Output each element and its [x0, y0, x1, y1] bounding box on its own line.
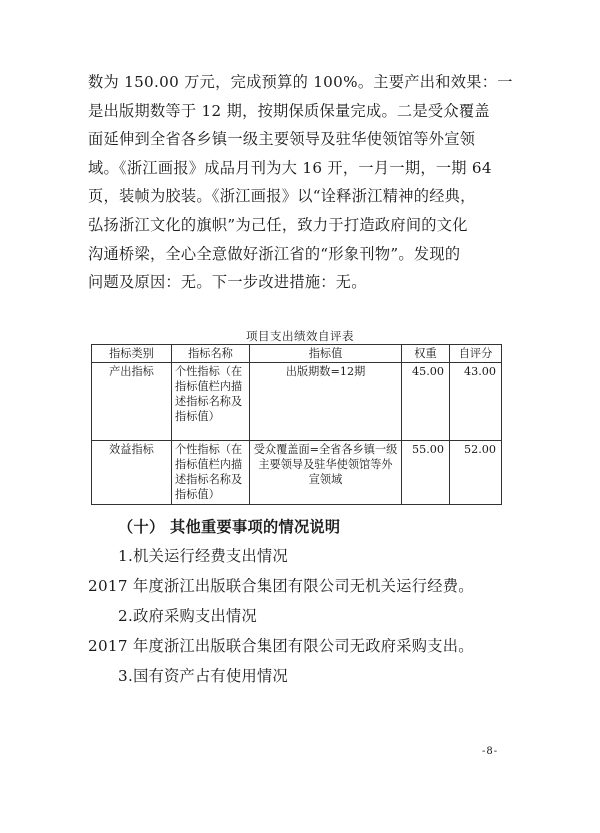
header-value: 指标值 — [250, 345, 402, 363]
cell-category: 产出指标 — [92, 363, 172, 441]
body-line: 页，装帧为胶装。《浙江画报》以“诠释浙江精神的经典， — [88, 187, 476, 206]
table-row — [92, 441, 502, 505]
header-score: 自评分 — [450, 345, 502, 363]
cell-category: 效益指标 — [92, 441, 172, 505]
table-caption: 项目支出绩效自评表 — [246, 329, 354, 343]
body-line: 是出版期数等于 12 期，按期保质保量完成。二是受众覆盖 — [88, 101, 490, 120]
section-item: 2.政府采购支出情况 — [118, 607, 257, 625]
cell-value: 出版期数=12期 — [250, 363, 402, 441]
table-header-row — [92, 345, 502, 363]
body-line: 面延伸到全省各乡镇一级主要领导及驻华使领馆等外宣领 — [88, 130, 476, 149]
header-weight: 权重 — [402, 345, 450, 363]
header-name: 指标名称 — [172, 345, 250, 363]
body-line: 沟通桥梁，全心全意做好浙江省的“形象刊物”。发现的 — [88, 244, 461, 263]
body-line: 域。《浙江画报》成品月刊为大 16 开，一月一期，一期 64 — [88, 158, 492, 177]
header-category: 指标类别 — [92, 345, 172, 363]
section-item: 3.国有资产占有使用情况 — [118, 667, 288, 685]
other-matters-section — [88, 513, 528, 691]
table-row — [92, 363, 502, 441]
cell-name: 个性指标（在指标值栏内描述指标名称及指标值） — [172, 441, 250, 505]
cell-score: 52.00 — [450, 441, 502, 505]
body-line: 数为 150.00 万元，完成预算的 100%。主要产出和效果：一 — [88, 73, 513, 91]
performance-table — [91, 344, 502, 505]
cell-value: 受众覆盖面=全省各乡镇一级主要领导及驻华使领馆等外宣领域 — [250, 441, 402, 505]
section-item: 2017 年度浙江出版联合集团有限公司无政府采购支出。 — [88, 637, 474, 655]
section-heading: （十） 其他重要事项的情况说明 — [118, 518, 341, 536]
cell-weight: 55.00 — [402, 441, 450, 505]
body-paragraph — [88, 68, 520, 297]
page-number: -8- — [482, 746, 499, 757]
cell-name: 个性指标（在指标值栏内描述指标名称及指标值） — [172, 363, 250, 441]
section-item: 1.机关运行经费支出情况 — [118, 547, 288, 565]
cell-weight: 45.00 — [402, 363, 450, 441]
cell-score: 43.00 — [450, 363, 502, 441]
body-line: 问题及原因：无。下一步改进措施：无。 — [88, 273, 367, 292]
body-line: 弘扬浙江文化的旗帜”为己任，致力于打造政府间的文化 — [88, 215, 468, 234]
section-item: 2017 年度浙江出版联合集团有限公司无机关运行经费。 — [88, 577, 474, 595]
